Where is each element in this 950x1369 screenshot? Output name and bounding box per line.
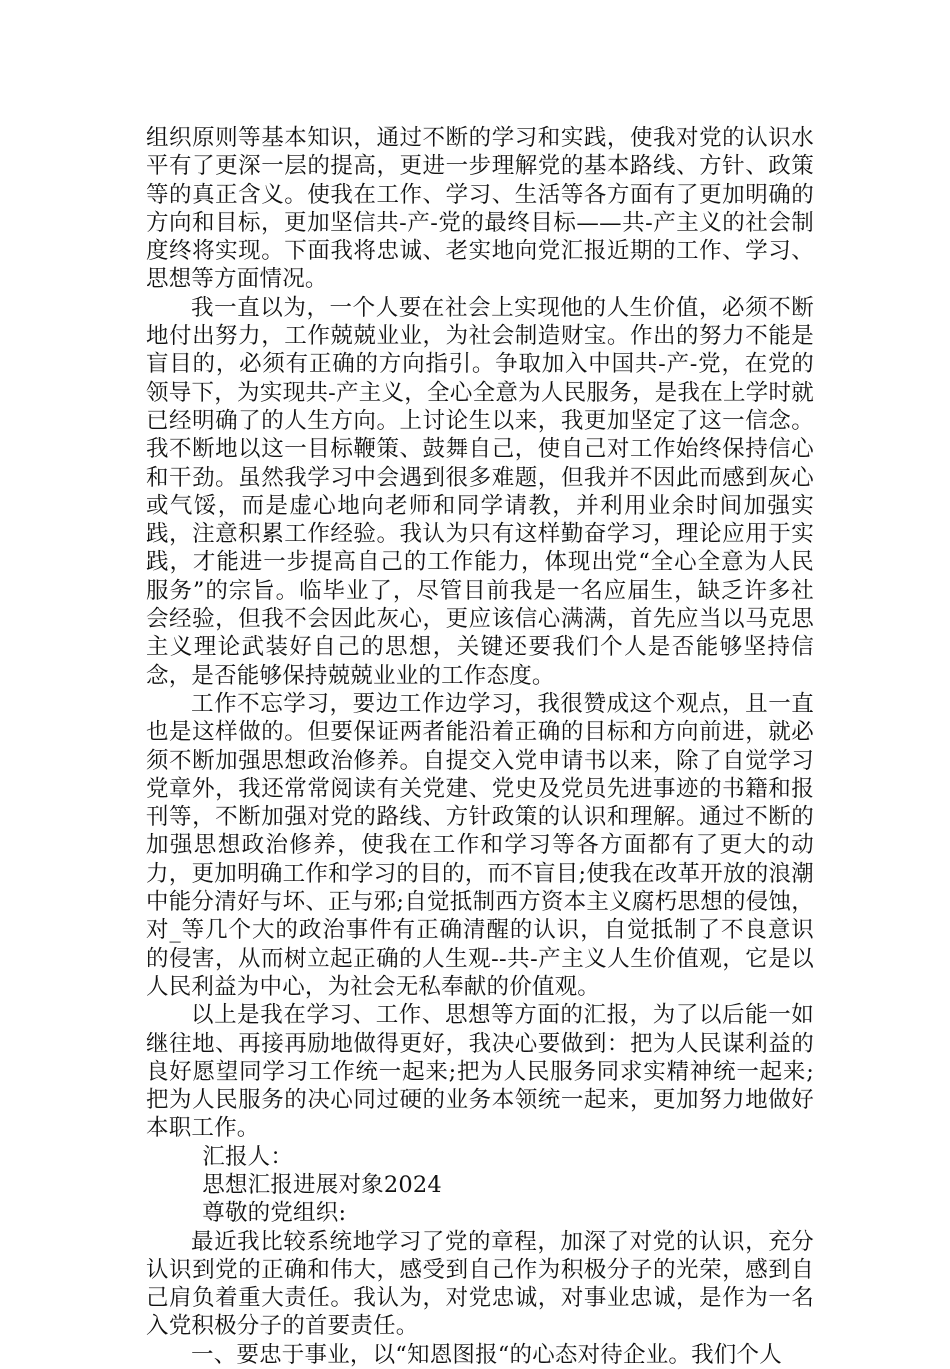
paragraph-1: 组织原则等基本知识，通过不断的学习和实践，使我对党的认识水平有了更深一层的提高，更进一步理解党的基本路线、方针、政策等的真正含义。使我在工作、学习、生活等各方面有了更加明确的方向和目标，更加坚信共-产-党的最终目标——共-产主义的社会制度终将实现。下面我将忠诚、老实地向党汇报近期的工作、学习、思想等方面情况。	[146, 125, 814, 293]
paragraph-2: 我一直以为，一个人要在社会上实现他的人生价值，必须不断地付出努力，工作兢兢业业，为社会制造财宝。作出的努力不能是盲目的，必须有正确的方向指引。争取加入中国共-产-党，在党的领导下，为实现共-产主义，全心全意为人民服务，是我在上学时就已经明确了的人生方向。上讨论生以来，我更加坚定了这一信念。我不断地以这一目标鞭策、鼓舞自己，使自己对工作始终保持信心和干劲。虽然我学习中会遇到很多难题，但我并不因此而感到灰心或气馁，而是虚心地向老师和同学请教，并利用业余时间加强实践，注意积累工作经验。我认为只有这样勤奋学习，理论应用于实践，才能进一步提高自己的工作能力，体现出党“全心全意为人民服务”的宗旨。临毕业了，尽管目前我是一名应届生，缺乏许多社会经验，但我不会因此灰心，更应该信心满满，首先应当以马克思主义理论武装好自己的思想，关键还要我们个人是否能够坚持信念，是否能够保持兢兢业业的工作态度。	[146, 294, 814, 689]
section-title: 思想汇报进展对象2024	[202, 1171, 442, 1198]
paragraph-4: 以上是我在学习、工作、思想等方面的汇报，为了以后能一如继往地、再接再励地做得更好，我决心要做到：把为人民谋利益的良好愿望同学习工作统一起来;把为人民服务同求实精神统一起来;把为人民服务的决心同过硬的业务本领统一起来，更加努力地做好本职工作。	[146, 1002, 814, 1142]
reporter-label: 汇报人：	[202, 1143, 294, 1170]
paragraph-3: 工作不忘学习，要边工作边学习，我很赞成这个观点，且一直也是这样做的。但要保证两者能沿着正确的目标和方向前进，就必须不断加强思想政治修养。自提交入党申请书以来，除了自觉学习党章外，我还常常阅读有关党建、党史及党员先进事迹的书籍和报刊等，不断加强对党的路线、方针政策的认识和理解。通过不断的加强思想政治修养，使我在工作和学习等各方面都有了更大的动力，更加明确工作和学习的目的，而不盲目;使我在改革开放的浪潮中能分清好与坏、正与邪;自觉抵制西方资本主义腐朽思想的侵蚀，对_等几个大的政治事件有正确清醒的认识，自觉抵制了不良意识的侵害，从而树立起正确的人生观--共-产主义人生价值观，它是以人民利益为中心，为社会无私奉献的价值观。	[146, 690, 814, 1000]
paragraph-6: 一、要忠于事业，以“知恩图报“的心态对待企业。我们个人	[191, 1341, 782, 1368]
document-body	[146, 124, 814, 1369]
salutation: 尊敬的党组织:	[202, 1200, 347, 1227]
paragraph-5: 最近我比较系统地学习了党的章程，加深了对党的认识，充分认识到党的正确和伟大，感受到自己作为积极分子的光荣，感到自己肩负着重大责任。我认为，对党忠诚，对事业忠诚，是作为一名入党积极分子的首要责任。	[146, 1228, 814, 1340]
